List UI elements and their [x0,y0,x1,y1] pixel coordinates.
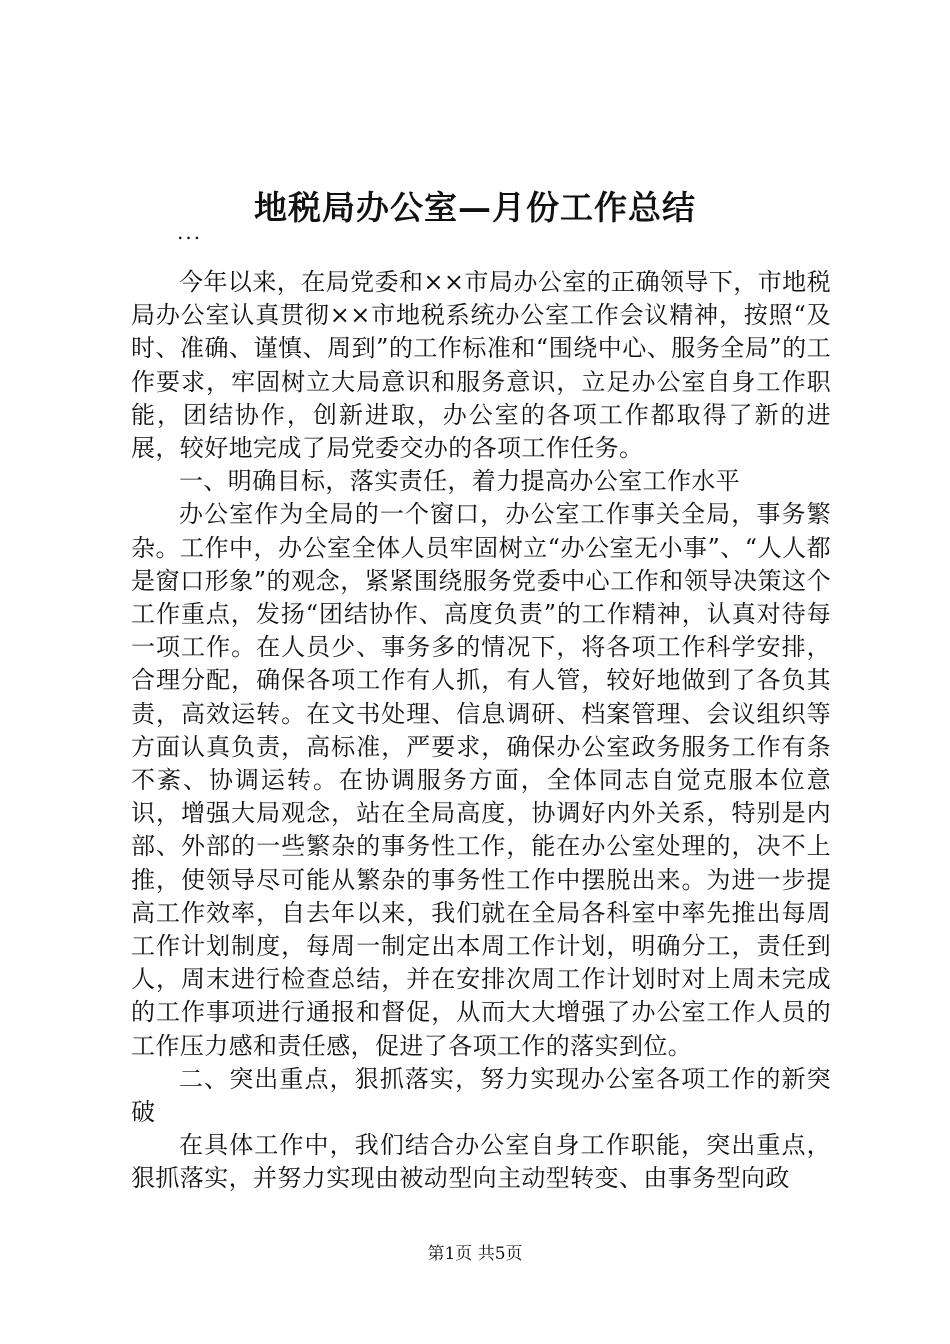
ellipsis-marker: ... [177,220,203,244]
document-title: 地税局办公室—月份工作总结 [254,188,696,227]
section-heading-2: 二、突出重点，狠抓落实，努力实现办公室各项工作的新突破 [131,1064,831,1127]
page-footer: 第1页 共5页 [427,1244,523,1264]
document-body [131,266,831,1196]
intro-paragraph: 今年以来，在局党委和××市局办公室的正确领导下，市地税局办公室认真贯彻××市地税系统办公室工作会议精神，按照“及时、准确、谨慎、周到”的工作标准和“围绕中心、服务全局”的工作要求，牢固树立大局意识和服务意识，立足办公室自身工作职能，团结协作，创新进取，办公室的各项工作都取得了新的进展，较好地完成了局党委交办的各项工作任务。 [131,268,831,463]
section-heading-1: 一、明确目标，落实责任，着力提高办公室工作水平 [179,467,741,496]
section-2-paragraph: 在具体工作中，我们结合办公室自身工作职能，突出重点，狠抓落实，并努力实现由被动型向主动型转变、由事务型向政 [131,1131,831,1193]
section-1-paragraph: 办公室作为全局的一个窗口，办公室工作事关全局，事务繁杂。工作中，办公室全体人员牢固树立“办公室无小事”、“人人都是窗口形象”的观念，紧紧围绕服务党委中心工作和领导决策这个工作重点，发扬“团结协作、高度负责”的工作精神，认真对待每一项工作。在人员少、事务多的情况下，将各项工作科学安排，合理分配，确保各项工作有人抓，有人管，较好地做到了各负其责，高效运转。在文书处理、信息调研、档案管理、会议组织等方面认真负责，高标准，严要求，确保办公室政务服务工作有条不紊、协调运转。在协调服务方面，全体同志自觉克服本位意识，增强大局观念，站在全局高度，协调好内外关系，特别是内部、外部的一些繁杂的事务性工作，能在办公室处理的，决不上推，使领导尽可能从繁杂的事务性工作中摆脱出来。为进一步提高工作效率，自去年以来，我们就在全局各科室中率先推出每周工作计划制度，每周一制定出本周工作计划，明确分工，责任到人，周末进行检查总结，并在安排次周工作计划时对上周未完成的工作事项进行通报和督促，从而大大增强了办公室工作人员的工作压力感和责任感，促进了各项工作的落实到位。 [131,500,831,1060]
